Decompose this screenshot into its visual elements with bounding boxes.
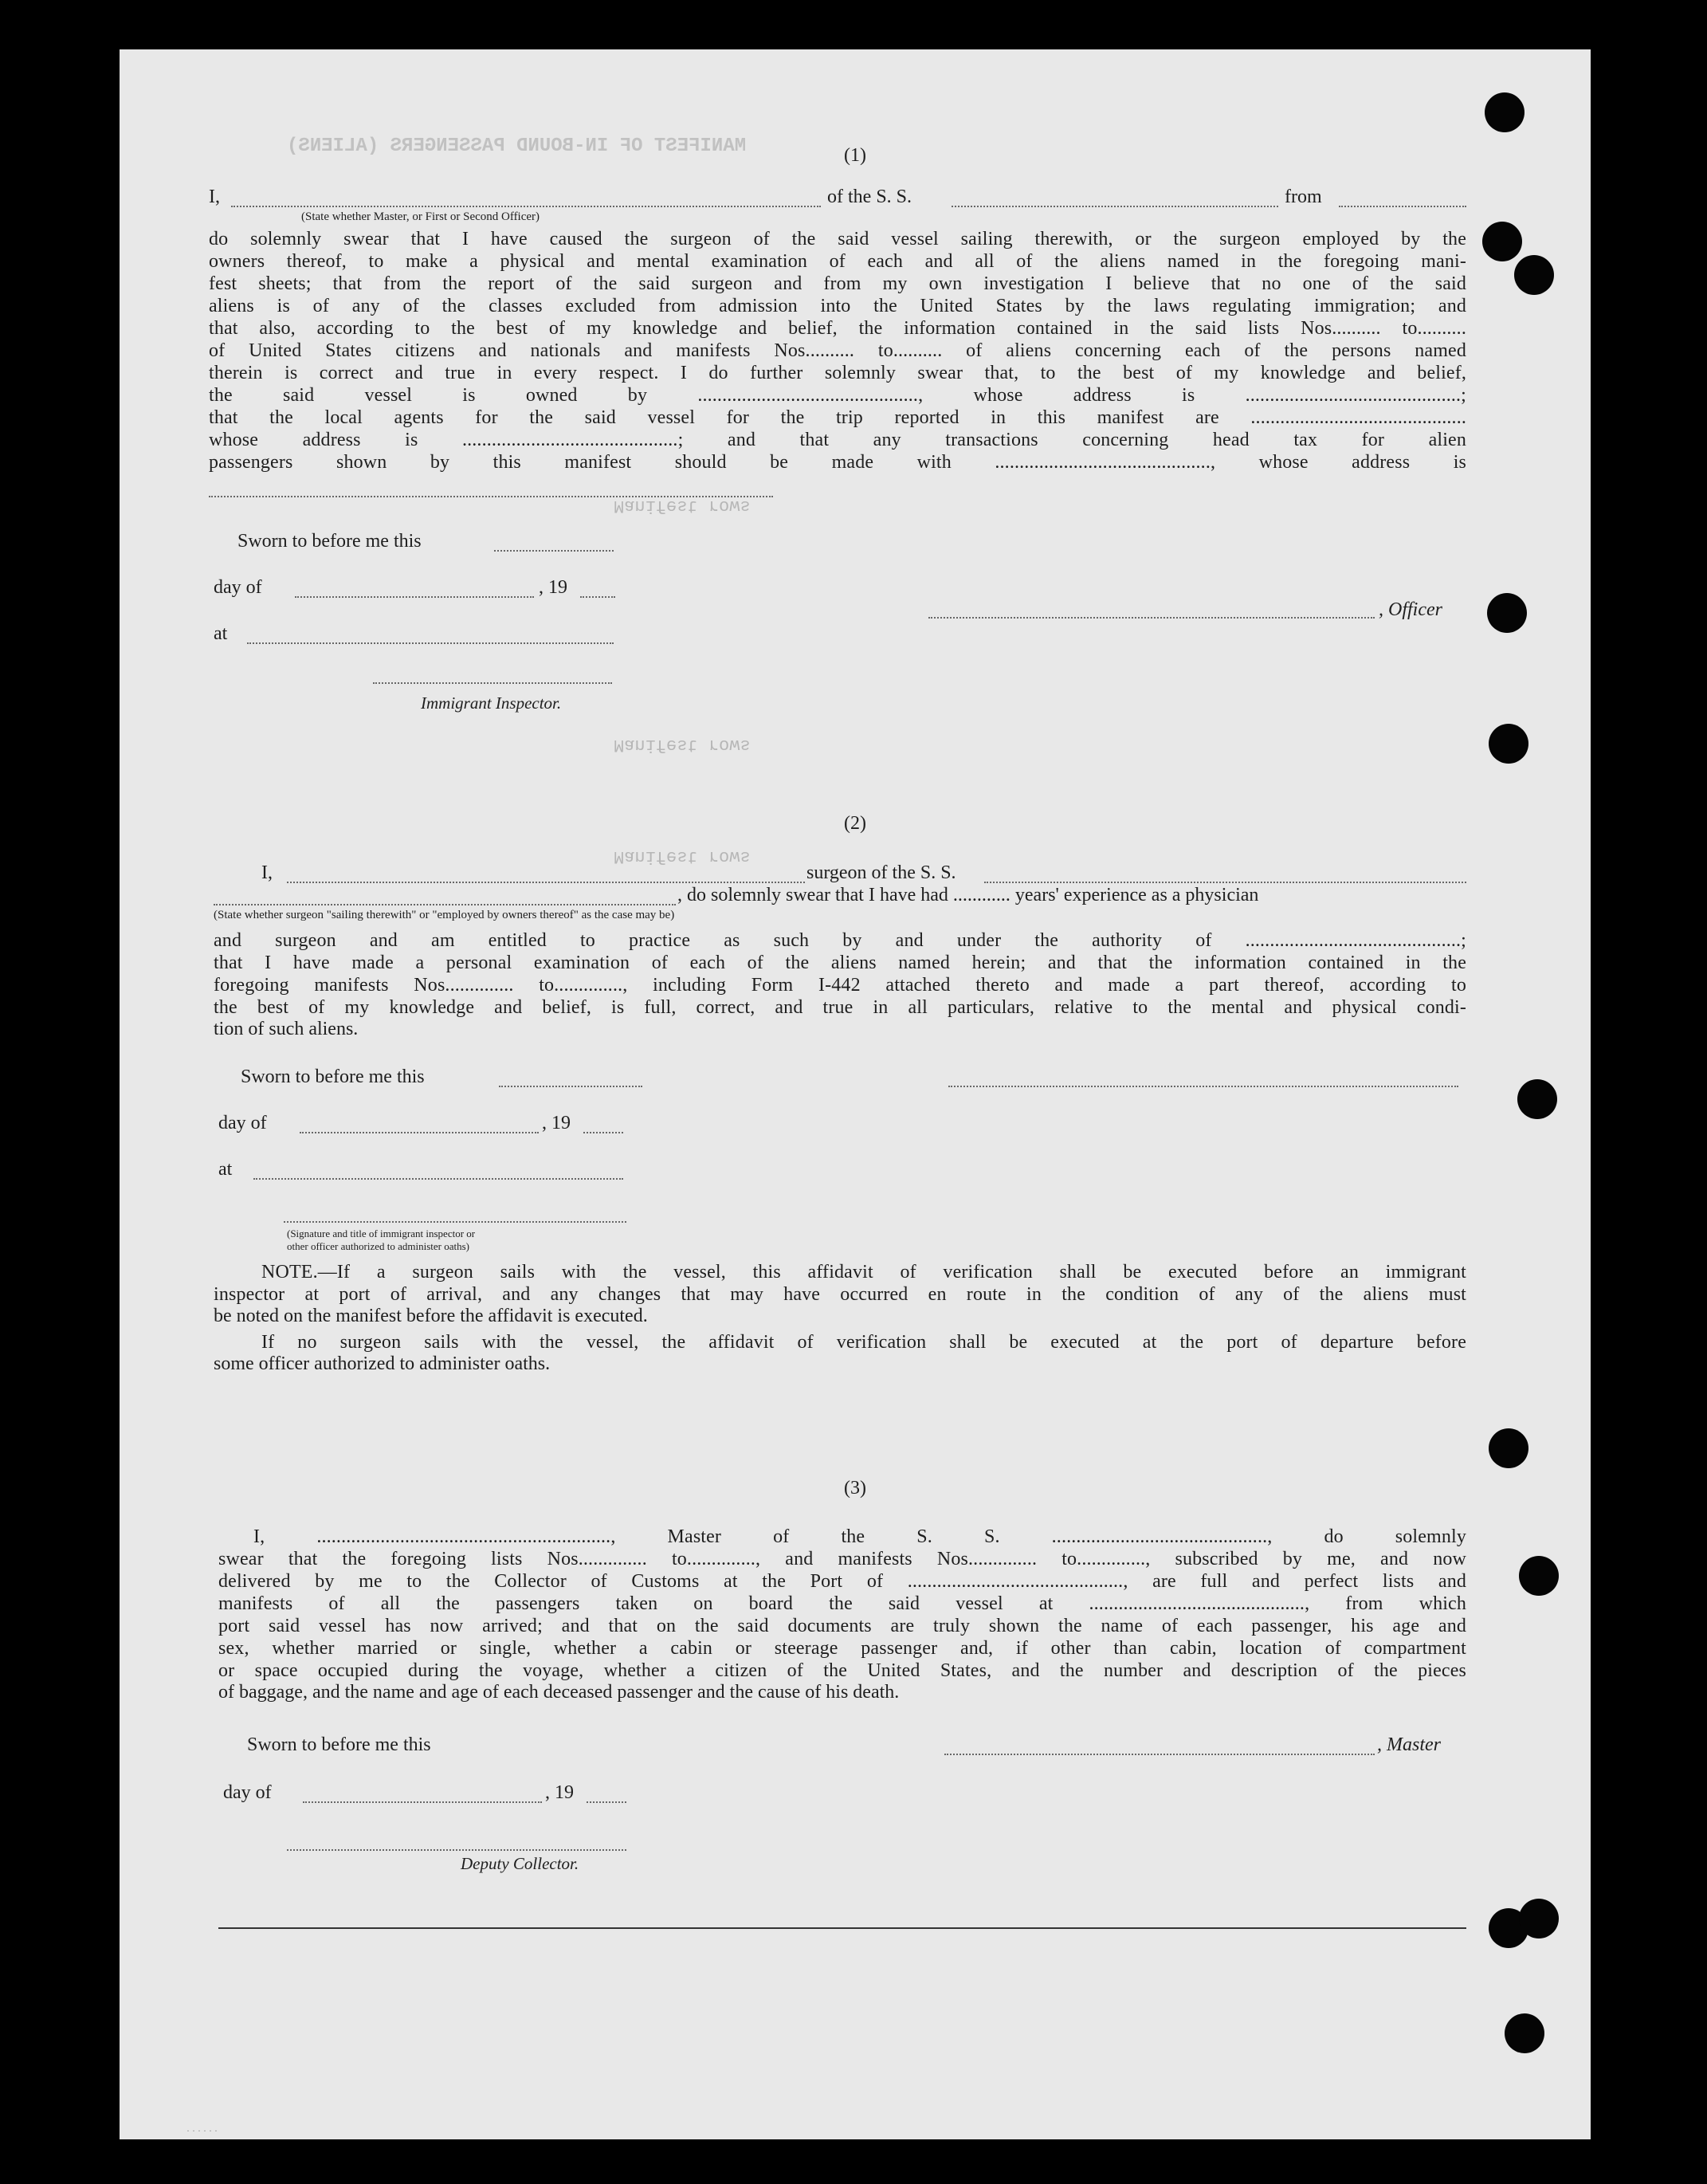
from-port-field[interactable] <box>1339 206 1466 207</box>
bottom-rule <box>218 1927 1466 1929</box>
immigrant-inspector-label: Immigrant Inspector. <box>421 693 562 713</box>
manifest-sheet: MANIFEST OF IN-BOUND PASSENGERS (ALIENS) Manifest rows Manifest rows Manifest rows (1) I, of the S. S. from (State whether Master, or First or Second Officer) do solemnly swear that I have caused the surgeon of the said vessel sailing therewith, or the surgeon employed by the owners thereof, to make a physical and mental examination of each and all of the aliens named in the foregoing mani- fest sheets; that from the report of the said surgeon and from my own investigation I believe that no one of the said aliens is of any of the classes excluded from admission into the United States by the laws regulating immigration; and that also, according to the best of my knowledge and belief, the information contained in the said lists Nos.......... to.......... of United States citizens and nationals and manifests Nos.......... to.......... of aliens concerning each of the persons named therein is correct and true in every respect. I do further solemnly swear that, to the best of my knowledge and belief, the said vessel is owned by ............................................., whose address is ............................................; that the local agents for the said vessel for the trip reported in this manifest are ............................................ whose address is ............................................; and that any transactions concerning head tax for alien passengers shown by this manifest should be made with ............................................, whose address is Sworn to before me this day of , 19 at Immigrant Inspector. , Officer (2) I, surgeon of the S. S. , do solemnly swear that I have had ............ years' experience as a physician (State whether surgeon "sailing therewith" or "employed by owners thereof" as the case may be) and surgeon and am entitled to practice as such by and under the authority of ............................................; that I have made a personal examination of each of the aliens named herein; and that the information contained in the foregoing manifests Nos.............. to.............., including Form I-442 attached thereto and made a part thereof, according to the best of my knowledge and belief, is full, correct, and true in all particulars, relative to the mental and physical condi- tion of such aliens. Sworn to before me this day of , 19 at (Signature and title of immigrant inspector or other officer authorized to administer oaths) NOTE.—If a surgeon sails with the vessel, this affidavit of verification shall be executed before an immigrant inspector at port of arrival, and any changes that may have occurred en route in the condition of any of the aliens must be noted on the manifest before the affidavit is executed. If no surgeon sails with the vessel, the affidavit of verification shall be executed at the port of departure before some officer authorized to administer oaths. (3) I, ............................................................, Master of the S. S. ............................................, do solemnly swear that the foregoing lists Nos.............. to.............., and manifests Nos.............. to.............., subscribed by me, and now delivered by me to the Collector of Customs at the Port of ............................................, are full and perfect lists and manifests of all the passengers taken on board the said vessel at ............................................, from which port said vessel has now arrived; and that on the said documents are truly shown the name of each passenger, his age and sex, whether married or single, whether a cabin or steerage passenger and, if other than cabin, location of compartment or space occupied during the voyage, whether a citizen of the United States, and the number and description of the pieces of baggage, and the name and age of each deceased passenger and the cause of his death. Sworn to before me this , Master day of , 19 Deputy Collector. · · · · · · <box>120 49 1591 2139</box>
sworn-date-field-1[interactable] <box>494 550 614 552</box>
bleed-through-row: Manifest rows <box>614 735 751 755</box>
master-signature-field[interactable] <box>944 1754 1375 1755</box>
signature-note-1: (Signature and title of immigrant inspector or <box>287 1228 476 1239</box>
officer-label: , Officer <box>1379 599 1442 620</box>
deputy-collector-label: Deputy Collector. <box>461 1854 579 1873</box>
punch-hole <box>1487 593 1527 633</box>
of-the-ss-label: of the S. S. <box>827 187 912 207</box>
place-field-2[interactable] <box>253 1178 623 1180</box>
punch-hole <box>1519 1556 1559 1596</box>
at-label-1: at <box>214 623 228 644</box>
year-label-1: , 19 <box>539 577 567 598</box>
bleed-through-row: Manifest rows <box>614 496 751 516</box>
bleed-through-row: Manifest rows <box>614 846 751 866</box>
punch-hole <box>1505 2013 1544 2053</box>
section-2-number: (2) <box>844 813 866 834</box>
printer-mark: · · · · · · <box>186 2125 218 2136</box>
inspector-signature-field-2[interactable] <box>284 1221 626 1223</box>
inspector-signature-field-1[interactable] <box>373 682 612 684</box>
year-field-2[interactable] <box>583 1132 623 1133</box>
deputy-signature-field[interactable] <box>287 1849 626 1851</box>
punch-hole <box>1519 1899 1559 1938</box>
surgeon-of-ss-label: surgeon of the S. S. <box>806 862 956 883</box>
surgeon-signature-field[interactable] <box>948 1086 1458 1087</box>
sworn-label-1: Sworn to before me this <box>237 531 422 552</box>
month-field-3[interactable] <box>303 1801 542 1803</box>
from-label: from <box>1285 187 1322 207</box>
punch-hole <box>1482 222 1522 261</box>
officer-note: (State whether Master, or First or Second Officer) <box>301 210 540 223</box>
month-field-2[interactable] <box>300 1132 539 1133</box>
officer-signature-field[interactable] <box>928 617 1375 619</box>
punch-hole <box>1514 255 1554 295</box>
surgeon-oath-line: , do solemnly swear that I have had ............ years' experience as a physician <box>677 885 1259 905</box>
year-label-3: , 19 <box>545 1782 574 1803</box>
year-field-1[interactable] <box>580 596 615 598</box>
sworn-label-2: Sworn to before me this <box>241 1066 425 1087</box>
year-label-2: , 19 <box>542 1113 571 1133</box>
section-1-number: (1) <box>844 145 866 166</box>
surgeon-name-field[interactable] <box>287 882 805 883</box>
signature-note-2: other officer authorized to administer oaths) <box>287 1240 469 1252</box>
vessel-name-field[interactable] <box>952 206 1278 207</box>
punch-hole <box>1489 1428 1528 1468</box>
section-2-i-label: I, <box>261 862 273 883</box>
section-1-i-label: I, <box>209 187 220 207</box>
sworn-date-field-2[interactable] <box>499 1086 642 1087</box>
punch-hole <box>1485 92 1525 132</box>
punch-hole <box>1489 724 1528 764</box>
punch-hole <box>1517 1079 1557 1119</box>
year-field-3[interactable] <box>587 1801 626 1803</box>
day-of-label-3: day of <box>223 1782 272 1803</box>
sworn-label-3: Sworn to before me this <box>247 1734 431 1755</box>
day-of-label-1: day of <box>214 577 262 598</box>
section-3-number: (3) <box>844 1478 866 1499</box>
day-of-label-2: day of <box>218 1113 267 1133</box>
surgeon-status-field[interactable] <box>214 904 676 905</box>
surgeon-vessel-field[interactable] <box>984 882 1466 883</box>
officer-name-field[interactable] <box>231 206 821 207</box>
bleed-through-header: MANIFEST OF IN-BOUND PASSENGERS (ALIENS) <box>287 136 747 157</box>
at-label-2: at <box>218 1159 233 1180</box>
head-tax-address-field[interactable] <box>209 496 773 497</box>
surgeon-note: (State whether surgeon "sailing therewith" or "employed by owners thereof" as the case may be) <box>214 909 675 921</box>
master-label: , Master <box>1377 1734 1441 1755</box>
month-field-1[interactable] <box>295 596 534 598</box>
place-field-1[interactable] <box>247 642 614 644</box>
